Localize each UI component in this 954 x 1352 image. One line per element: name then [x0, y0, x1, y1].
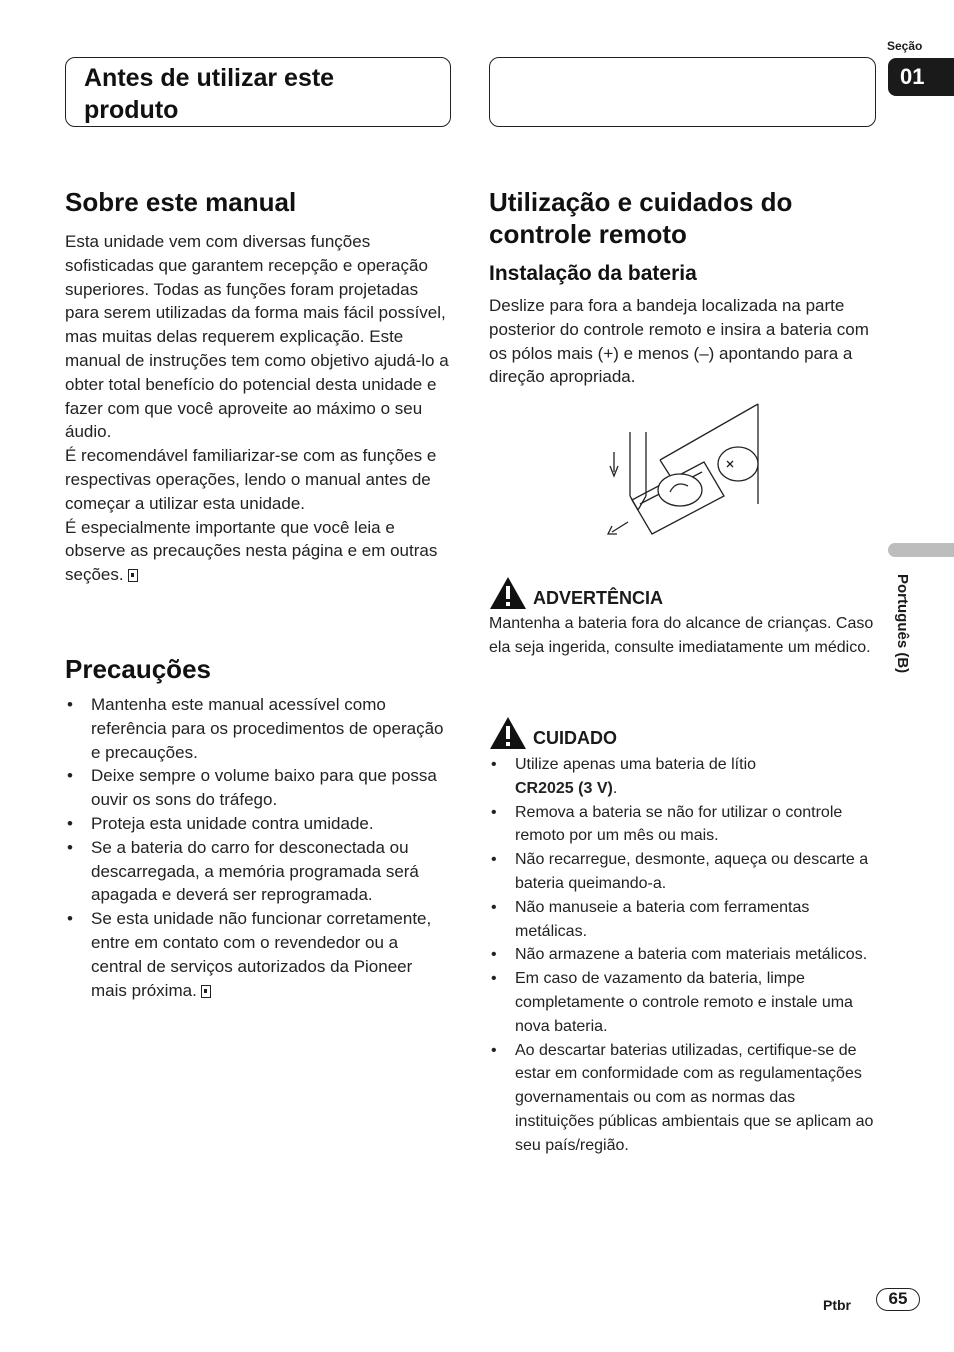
end-mark-icon — [201, 985, 211, 998]
controle-heading: Utilização e cuidados do controle remoto — [489, 187, 793, 249]
controle-section — [489, 186, 876, 389]
list-item: • Não manuseie a bateria com ferramentas metálicas. — [489, 896, 876, 944]
header-title-box — [65, 57, 451, 127]
sobre-body — [65, 230, 451, 587]
advertencia-header — [489, 576, 876, 610]
precaucoes-heading: Precauções — [65, 654, 211, 684]
list-item-text: Se esta unidade não funcionar corretamente, entre em contato com o revendedor ou a central de serviços autorizados da Pioneer mais próxima. — [91, 909, 432, 1000]
sobre-section — [65, 186, 451, 587]
sobre-paragraph: É recomendável familiarizar-se com as funções e respectivas operações, lendo o manual antes de começar a utilizar esta unidade. — [65, 446, 437, 513]
list-item: • Não recarregue, desmonte, aqueça ou descarte a bateria queimando-a. — [489, 848, 876, 896]
list-item: • Em caso de vazamento da bateria, limpe completamente o controle remoto e instale uma nova bateria. — [489, 967, 876, 1038]
list-item: • Deixe sempre o volume baixo para que possa ouvir os sons do tráfego. — [65, 764, 451, 812]
sobre-paragraph-text: É especialmente importante que você leia e observe as precauções nesta página e em outras seções. — [65, 517, 438, 585]
battery-installation-illustration — [600, 400, 765, 540]
page-number: 65 — [876, 1288, 920, 1311]
controle-subheading: Instalação da bateria — [489, 262, 697, 285]
controle-instruction: Deslize para fora a bandeja localizada na parte posterior do controle remoto e insira a bateria com os pólos mais (+) e menos (–) apontando para a direção apropriada. — [489, 296, 869, 387]
sobre-paragraph — [65, 516, 451, 587]
list-item-text: Utilize apenas uma bateria de lítio — [515, 756, 757, 773]
section-label: Seção — [887, 39, 923, 53]
cuidado-list — [489, 753, 876, 1158]
list-item: • Se a bateria do carro for desconectada ou descarregada, a memória programada será apagada e deverá ser reprogramada. — [65, 836, 451, 907]
list-item: • Proteja esta unidade contra umidade. — [65, 812, 451, 836]
advertencia-title: ADVERTÊNCIA — [533, 588, 664, 608]
cuidado-box — [489, 716, 876, 1158]
end-mark-icon — [128, 569, 138, 582]
warning-triangle-icon — [489, 576, 527, 610]
cuidado-title: CUIDADO — [533, 728, 617, 748]
list-item-end: . — [612, 779, 618, 797]
list-item: • Remova a bateria se não for utilizar o controle remoto por um mês ou mais. — [489, 801, 876, 849]
list-item — [65, 907, 451, 1002]
language-code: Ptbr — [823, 1297, 851, 1313]
battery-model: CR2025 (3 V) — [515, 779, 613, 797]
cuidado-header — [489, 716, 876, 750]
list-item: • Não armazene a bateria com materiais metálicos. — [489, 943, 876, 967]
sobre-heading: Sobre este manual — [65, 187, 297, 217]
header-empty-box — [489, 57, 876, 127]
list-item: • Mantenha este manual acessível como referência para os procedimentos de operação e precauções. — [65, 693, 451, 764]
advertencia-box — [489, 576, 876, 660]
advertencia-text: Mantenha a bateria fora do alcance de crianças. Caso ela seja ingerida, consulte imediatamente um médico. — [489, 615, 874, 656]
language-tab-marker — [888, 543, 954, 557]
list-item — [489, 753, 876, 801]
language-label: Português (B) — [894, 574, 911, 674]
warning-triangle-icon — [489, 716, 527, 750]
precaucoes-list — [65, 693, 451, 1002]
sobre-paragraph: Esta unidade vem com diversas funções sofisticadas que garantem recepção e operação superiores. Todas as funções foram projetadas para serem utilizadas da forma mais fácil possível, mas muitas delas requerem explicação. Este manual de instruções tem como objetivo ajudá-lo a obter total benefício do potencial desta unidade e fazer com que você aproveite ao máximo o seu áudio. — [65, 232, 449, 442]
header-title: Antes de utilizar este produto — [84, 64, 335, 124]
precaucoes-section — [65, 653, 451, 1002]
section-number-badge: 01 — [888, 58, 954, 96]
list-item: • Ao descartar baterias utilizadas, certifique-se de estar em conformidade com as regulamentações governamentais ou com as normas das instituições públicas ambientais que se aplicam ao seu país/região. — [489, 1039, 876, 1158]
